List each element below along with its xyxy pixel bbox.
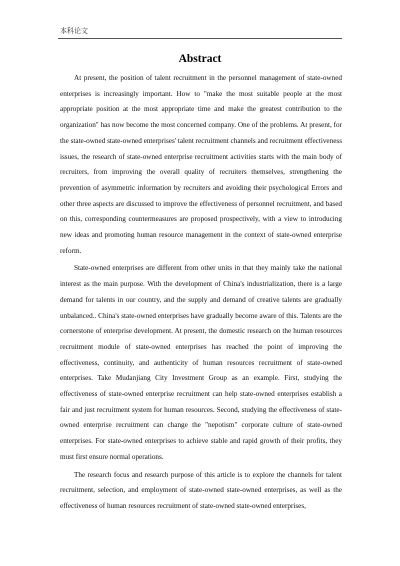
abstract-paragraph: At present, the position of talent recruitment in the personnel management of state-owned enterprises is increasingly important. How to "make the most suitable people at the most appropriate position at the most appropriate time and make the greatest contribution to the organization" has now become the most concerned company. One of the problems. At present, for the state-owned state-owned enterprises' talent recruitment channels and recruitment effectiveness issues, the research of state-owned enterprise recruitment activities starts with the main body of recruiters, from improving the overall quality of recruiters themselves, strengthening the prevention of asymmetric information by recruiters and avoiding their psychological Errors and other three aspects are discussed to improve the effectiveness of personnel recruitment, and based on this, corresponding countermeasures are proposed prospectively, with a view to introducing new ideas and promoting human resource management in the context of state-owned enterprise reform. [60,74,342,255]
page-title: Abstract [178,53,222,65]
abstract-body [60,71,342,517]
abstract-paragraph: The research focus and research purpose of this article is to explore the channels for talent recruitment, selection, and employment of state-owned state-owned enterprises, as well as the effectiveness of human resources recruitment of state-owned state-owned enterprises, [60,470,342,510]
abstract-paragraph: State-owned enterprises are different from other units in that they mainly take the national interest as the main purpose. With the development of China's industrialization, there is a large demand for talents in our country, and the supply and demand of creative talents are gradually unbalanced.. China's state-owned enterprises have gradually become aware of this. Talents are the cornerstone of enterprise development. At present, the domestic research on the human resources recruitment module of state-owned enterprises has reached the point of improving the effectiveness, continuity, and authenticity of human resources recruitment of state-owned enterprises. Take Mudanjiang City Investment Group as an example. First, studying the effectiveness of state-owned enterprise recruitment can help state-owned enterprises establish a fair and just recruitment system for human resources. Second, studying the effectiveness of state-owned enterprise recruitment can change the "nepotism" corporate culture of state-owned enterprises. For state-owned enterprises to achieve stable and rapid growth of their profits, they must first ensure normal operations. [60,264,342,461]
running-header: 本科论文 [60,27,88,35]
header-divider [58,38,342,39]
